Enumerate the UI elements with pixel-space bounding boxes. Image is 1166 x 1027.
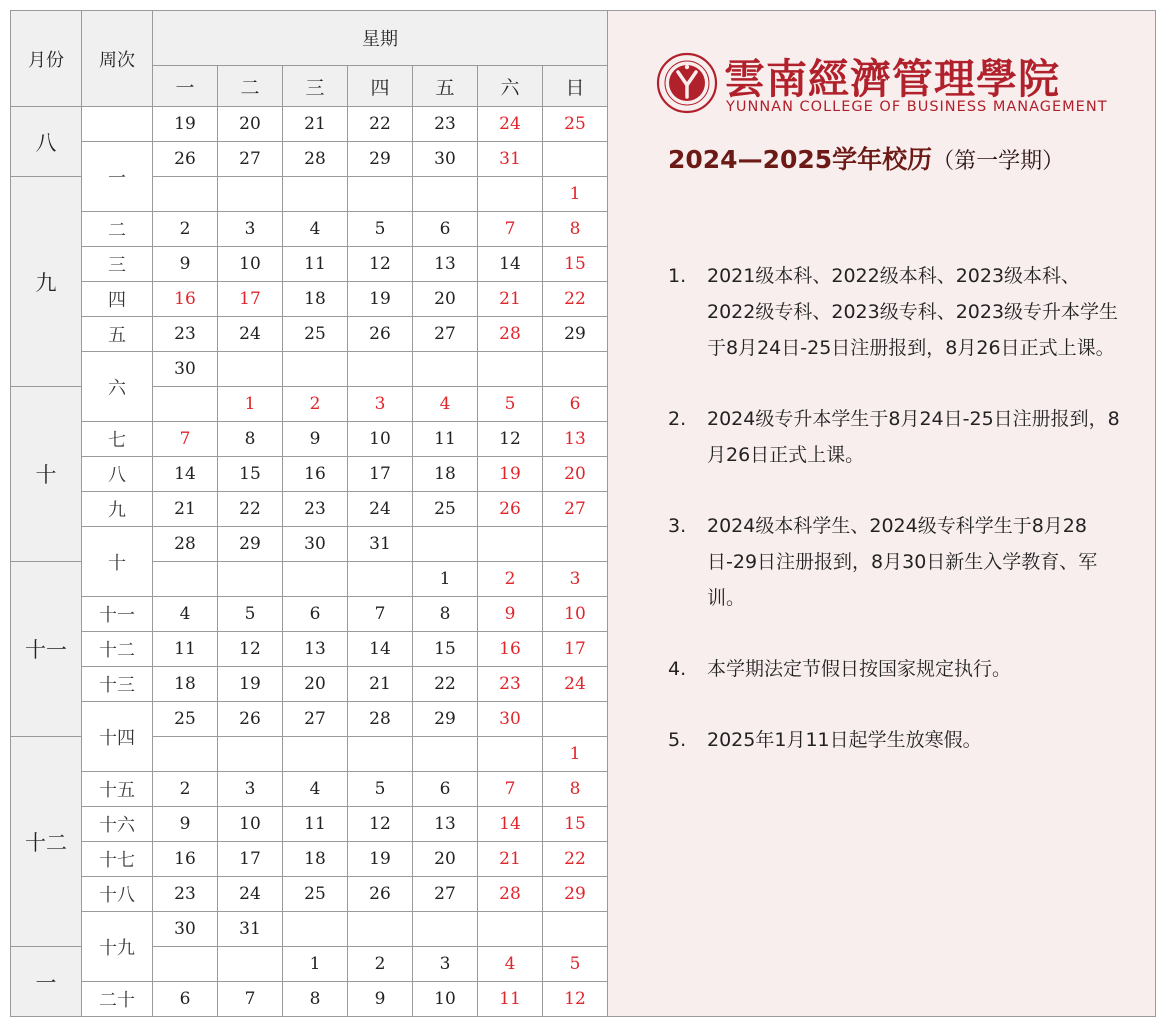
calendar-row <box>11 247 608 282</box>
day-cell <box>413 912 478 947</box>
month-cell: 八 <box>11 107 82 177</box>
note-item <box>668 722 1128 758</box>
day-cell: 27 <box>543 492 608 527</box>
day-cell: 19 <box>478 457 543 492</box>
day-cell: 19 <box>348 282 413 317</box>
day-cell: 5 <box>218 597 283 632</box>
calendar-row <box>11 317 608 352</box>
week-cell: 二十 <box>82 982 153 1017</box>
day-cell: 4 <box>153 597 218 632</box>
day-cell: 11 <box>153 632 218 667</box>
day-cell: 20 <box>283 667 348 702</box>
day-cell: 26 <box>348 877 413 912</box>
day-cell: 22 <box>543 282 608 317</box>
day-cell: 28 <box>478 877 543 912</box>
weekday-header: 三 <box>283 66 348 107</box>
week-cell: 九 <box>82 492 153 527</box>
week-cell: 三 <box>82 247 153 282</box>
day-cell: 18 <box>283 282 348 317</box>
note-number: 2. <box>668 408 687 430</box>
day-cell: 9 <box>153 807 218 842</box>
day-cell <box>283 562 348 597</box>
day-cell: 7 <box>478 212 543 247</box>
day-cell: 6 <box>283 597 348 632</box>
calendar-row <box>11 597 608 632</box>
note-item <box>668 508 1128 616</box>
day-cell: 29 <box>413 702 478 737</box>
day-cell: 25 <box>543 107 608 142</box>
calendar-row <box>11 912 608 947</box>
day-cell: 21 <box>478 282 543 317</box>
day-cell: 28 <box>478 317 543 352</box>
day-cell <box>218 562 283 597</box>
day-cell: 30 <box>413 142 478 177</box>
day-cell: 17 <box>218 842 283 877</box>
day-cell: 31 <box>348 527 413 562</box>
school-name-english: YUNNAN COLLEGE OF BUSINESS MANAGEMENT <box>726 99 1108 115</box>
day-cell: 8 <box>283 982 348 1017</box>
week-cell: 十八 <box>82 877 153 912</box>
day-cell: 7 <box>153 422 218 457</box>
day-cell: 30 <box>478 702 543 737</box>
note-text: 2025年1月11日起学生放寒假。 <box>707 729 982 751</box>
week-cell: 六 <box>82 352 153 422</box>
day-cell: 2 <box>348 947 413 982</box>
day-cell <box>218 737 283 772</box>
day-cell: 22 <box>543 842 608 877</box>
calendar-row <box>11 667 608 702</box>
week-cell <box>82 107 153 142</box>
day-cell: 24 <box>218 877 283 912</box>
weekday-header: 一 <box>153 66 218 107</box>
day-cell: 12 <box>218 632 283 667</box>
day-cell <box>478 352 543 387</box>
day-cell: 7 <box>478 772 543 807</box>
month-cell: 九 <box>11 177 82 387</box>
week-cell: 十七 <box>82 842 153 877</box>
day-cell: 4 <box>283 212 348 247</box>
day-cell: 1 <box>543 737 608 772</box>
day-cell: 2 <box>153 212 218 247</box>
day-cell <box>543 912 608 947</box>
day-cell: 26 <box>218 702 283 737</box>
day-cell: 3 <box>348 387 413 422</box>
day-cell: 3 <box>218 212 283 247</box>
calendar-row <box>11 702 608 737</box>
day-cell: 28 <box>283 142 348 177</box>
school-name-chinese: 雲南經濟管理學院 <box>724 55 1060 103</box>
note-number: 3. <box>668 515 687 537</box>
day-cell: 27 <box>283 702 348 737</box>
day-cell: 22 <box>413 667 478 702</box>
day-cell: 15 <box>413 632 478 667</box>
day-cell: 1 <box>283 947 348 982</box>
day-cell: 2 <box>153 772 218 807</box>
day-cell: 6 <box>413 212 478 247</box>
day-cell: 14 <box>478 247 543 282</box>
day-cell: 25 <box>283 877 348 912</box>
day-cell: 10 <box>218 807 283 842</box>
calendar-row <box>11 527 608 562</box>
note-text: 2024级专升本学生于8月24日-25日注册报到，8月26日正式上课。 <box>707 408 1120 466</box>
day-cell: 6 <box>543 387 608 422</box>
day-cell: 11 <box>283 807 348 842</box>
note-text: 本学期法定节假日按国家规定执行。 <box>707 658 1012 680</box>
day-cell: 15 <box>218 457 283 492</box>
day-cell: 25 <box>153 702 218 737</box>
day-cell: 23 <box>283 492 348 527</box>
day-cell: 6 <box>153 982 218 1017</box>
note-item <box>668 258 1128 366</box>
note-text: 2021级本科、2022级本科、2023级本科、2022级专科、2023级专科、2023级专升本学生于8月24日-25日注册报到，8月26日正式上课。 <box>707 265 1119 359</box>
day-cell: 14 <box>478 807 543 842</box>
weekday-header: 六 <box>478 66 543 107</box>
day-cell: 20 <box>413 282 478 317</box>
day-cell <box>478 177 543 212</box>
day-cell: 21 <box>153 492 218 527</box>
day-cell <box>153 387 218 422</box>
week-cell: 十五 <box>82 772 153 807</box>
day-cell: 4 <box>413 387 478 422</box>
month-cell: 十二 <box>11 737 82 947</box>
day-cell: 20 <box>543 457 608 492</box>
calendar-row <box>11 492 608 527</box>
day-cell <box>543 142 608 177</box>
day-cell <box>543 352 608 387</box>
day-cell: 26 <box>153 142 218 177</box>
weekday-header: 五 <box>413 66 478 107</box>
day-cell: 5 <box>348 212 413 247</box>
week-cell: 十六 <box>82 807 153 842</box>
week-cell: 四 <box>82 282 153 317</box>
week-cell: 十四 <box>82 702 153 772</box>
day-cell <box>218 947 283 982</box>
week-cell: 十 <box>82 527 153 597</box>
day-cell: 1 <box>218 387 283 422</box>
day-cell: 11 <box>478 982 543 1017</box>
calendar-row <box>11 807 608 842</box>
day-cell: 8 <box>543 212 608 247</box>
day-cell: 11 <box>413 422 478 457</box>
calendar-row <box>11 422 608 457</box>
calendar-title-main: 2024—2025学年校历 <box>668 145 933 174</box>
day-cell: 29 <box>543 317 608 352</box>
day-cell: 14 <box>348 632 413 667</box>
day-cell <box>348 737 413 772</box>
notes-list <box>668 258 1128 793</box>
week-cell: 十一 <box>82 597 153 632</box>
day-cell: 5 <box>348 772 413 807</box>
week-cell: 十二 <box>82 632 153 667</box>
day-cell <box>543 702 608 737</box>
day-cell: 30 <box>283 527 348 562</box>
week-cell: 二 <box>82 212 153 247</box>
day-cell: 19 <box>348 842 413 877</box>
day-cell: 10 <box>543 597 608 632</box>
day-cell: 9 <box>478 597 543 632</box>
week-cell: 十三 <box>82 667 153 702</box>
day-cell: 12 <box>348 247 413 282</box>
day-cell: 11 <box>283 247 348 282</box>
day-cell: 10 <box>218 247 283 282</box>
calendar-row <box>11 772 608 807</box>
day-cell: 1 <box>413 562 478 597</box>
day-cell: 13 <box>413 247 478 282</box>
day-cell: 24 <box>543 667 608 702</box>
note-item <box>668 651 1128 687</box>
day-cell: 12 <box>348 807 413 842</box>
calendar-row <box>11 107 608 142</box>
calendar-row <box>11 632 608 667</box>
day-cell: 5 <box>543 947 608 982</box>
day-cell <box>478 737 543 772</box>
calendar-row <box>11 352 608 387</box>
day-cell: 26 <box>348 317 413 352</box>
day-cell: 24 <box>218 317 283 352</box>
day-cell: 6 <box>413 772 478 807</box>
day-cell: 18 <box>283 842 348 877</box>
calendar-row <box>11 142 608 177</box>
day-cell: 7 <box>348 597 413 632</box>
day-cell <box>478 912 543 947</box>
day-cell: 2 <box>478 562 543 597</box>
day-cell: 16 <box>478 632 543 667</box>
day-cell: 2 <box>283 387 348 422</box>
week-cell: 十九 <box>82 912 153 982</box>
day-cell: 18 <box>153 667 218 702</box>
week-cell: 五 <box>82 317 153 352</box>
day-cell: 21 <box>283 107 348 142</box>
day-cell: 10 <box>413 982 478 1017</box>
day-cell: 17 <box>543 632 608 667</box>
day-cell: 14 <box>153 457 218 492</box>
week-column-header: 周次 <box>82 11 153 107</box>
day-cell <box>283 737 348 772</box>
day-cell: 25 <box>413 492 478 527</box>
day-cell <box>153 562 218 597</box>
day-cell: 16 <box>283 457 348 492</box>
calendar-row <box>11 842 608 877</box>
day-cell: 29 <box>218 527 283 562</box>
day-cell: 23 <box>153 317 218 352</box>
day-cell: 22 <box>348 107 413 142</box>
day-cell: 9 <box>283 422 348 457</box>
day-cell: 13 <box>413 807 478 842</box>
calendar-row <box>11 877 608 912</box>
day-cell <box>348 352 413 387</box>
day-cell <box>413 177 478 212</box>
calendar-title <box>668 140 1064 176</box>
day-cell: 28 <box>348 702 413 737</box>
day-cell: 7 <box>218 982 283 1017</box>
day-cell: 25 <box>283 317 348 352</box>
calendar-row <box>11 212 608 247</box>
day-cell: 20 <box>218 107 283 142</box>
day-cell <box>413 527 478 562</box>
day-cell <box>283 177 348 212</box>
day-cell <box>413 737 478 772</box>
day-cell <box>478 527 543 562</box>
day-cell: 31 <box>218 912 283 947</box>
calendar-row <box>11 982 608 1017</box>
day-cell: 17 <box>218 282 283 317</box>
day-cell: 22 <box>218 492 283 527</box>
day-cell: 5 <box>478 387 543 422</box>
day-cell: 27 <box>413 317 478 352</box>
day-cell: 9 <box>348 982 413 1017</box>
day-cell: 4 <box>478 947 543 982</box>
day-cell: 27 <box>218 142 283 177</box>
day-cell: 15 <box>543 807 608 842</box>
month-cell: 一 <box>11 947 82 1017</box>
calendar-row <box>11 282 608 317</box>
day-cell: 3 <box>413 947 478 982</box>
weekday-group-header: 星期 <box>153 11 608 66</box>
day-cell: 13 <box>283 632 348 667</box>
day-cell <box>283 912 348 947</box>
day-cell: 23 <box>153 877 218 912</box>
day-cell <box>348 562 413 597</box>
month-cell: 十 <box>11 387 82 562</box>
day-cell <box>283 352 348 387</box>
day-cell: 8 <box>218 422 283 457</box>
day-cell: 15 <box>543 247 608 282</box>
day-cell: 12 <box>478 422 543 457</box>
day-cell: 31 <box>478 142 543 177</box>
day-cell: 30 <box>153 912 218 947</box>
calendar-body <box>11 107 608 1017</box>
day-cell: 24 <box>478 107 543 142</box>
weekday-header: 二 <box>218 66 283 107</box>
day-cell: 19 <box>218 667 283 702</box>
day-cell: 9 <box>153 247 218 282</box>
month-column-header: 月份 <box>11 11 82 107</box>
day-cell <box>153 947 218 982</box>
day-cell: 13 <box>543 422 608 457</box>
day-cell: 30 <box>153 352 218 387</box>
day-cell <box>348 912 413 947</box>
day-cell: 16 <box>153 282 218 317</box>
day-cell: 16 <box>153 842 218 877</box>
note-number: 4. <box>668 658 687 680</box>
day-cell: 8 <box>543 772 608 807</box>
day-cell: 21 <box>478 842 543 877</box>
day-cell: 21 <box>348 667 413 702</box>
day-cell: 4 <box>283 772 348 807</box>
day-cell: 18 <box>413 457 478 492</box>
calendar-title-sub: （第一学期） <box>932 149 1065 174</box>
note-number: 5. <box>668 729 687 751</box>
month-cell: 十一 <box>11 562 82 737</box>
calendar-row <box>11 457 608 492</box>
day-cell: 10 <box>348 422 413 457</box>
day-cell: 27 <box>413 877 478 912</box>
day-cell <box>543 527 608 562</box>
day-cell: 12 <box>543 982 608 1017</box>
day-cell <box>413 352 478 387</box>
week-cell: 八 <box>82 457 153 492</box>
day-cell: 23 <box>413 107 478 142</box>
note-number: 1. <box>668 265 687 287</box>
day-cell: 3 <box>218 772 283 807</box>
day-cell: 26 <box>478 492 543 527</box>
weekday-header: 日 <box>543 66 608 107</box>
day-cell: 20 <box>413 842 478 877</box>
week-cell: 七 <box>82 422 153 457</box>
day-cell: 19 <box>153 107 218 142</box>
day-cell: 23 <box>478 667 543 702</box>
day-cell: 24 <box>348 492 413 527</box>
day-cell: 17 <box>348 457 413 492</box>
weekday-header: 四 <box>348 66 413 107</box>
day-cell <box>218 352 283 387</box>
day-cell <box>153 177 218 212</box>
day-cell <box>348 177 413 212</box>
day-cell: 29 <box>348 142 413 177</box>
day-cell <box>153 737 218 772</box>
note-text: 2024级本科学生、2024级专科学生于8月28日-29日注册报到，8月30日新生入学教育、军训。 <box>707 515 1098 609</box>
day-cell: 1 <box>543 177 608 212</box>
day-cell: 28 <box>153 527 218 562</box>
college-emblem-icon <box>656 52 718 114</box>
week-cell: 一 <box>82 142 153 212</box>
day-cell: 8 <box>413 597 478 632</box>
day-cell: 3 <box>543 562 608 597</box>
day-cell: 29 <box>543 877 608 912</box>
calendar-table <box>10 10 608 1017</box>
day-cell <box>218 177 283 212</box>
note-item <box>668 401 1128 473</box>
